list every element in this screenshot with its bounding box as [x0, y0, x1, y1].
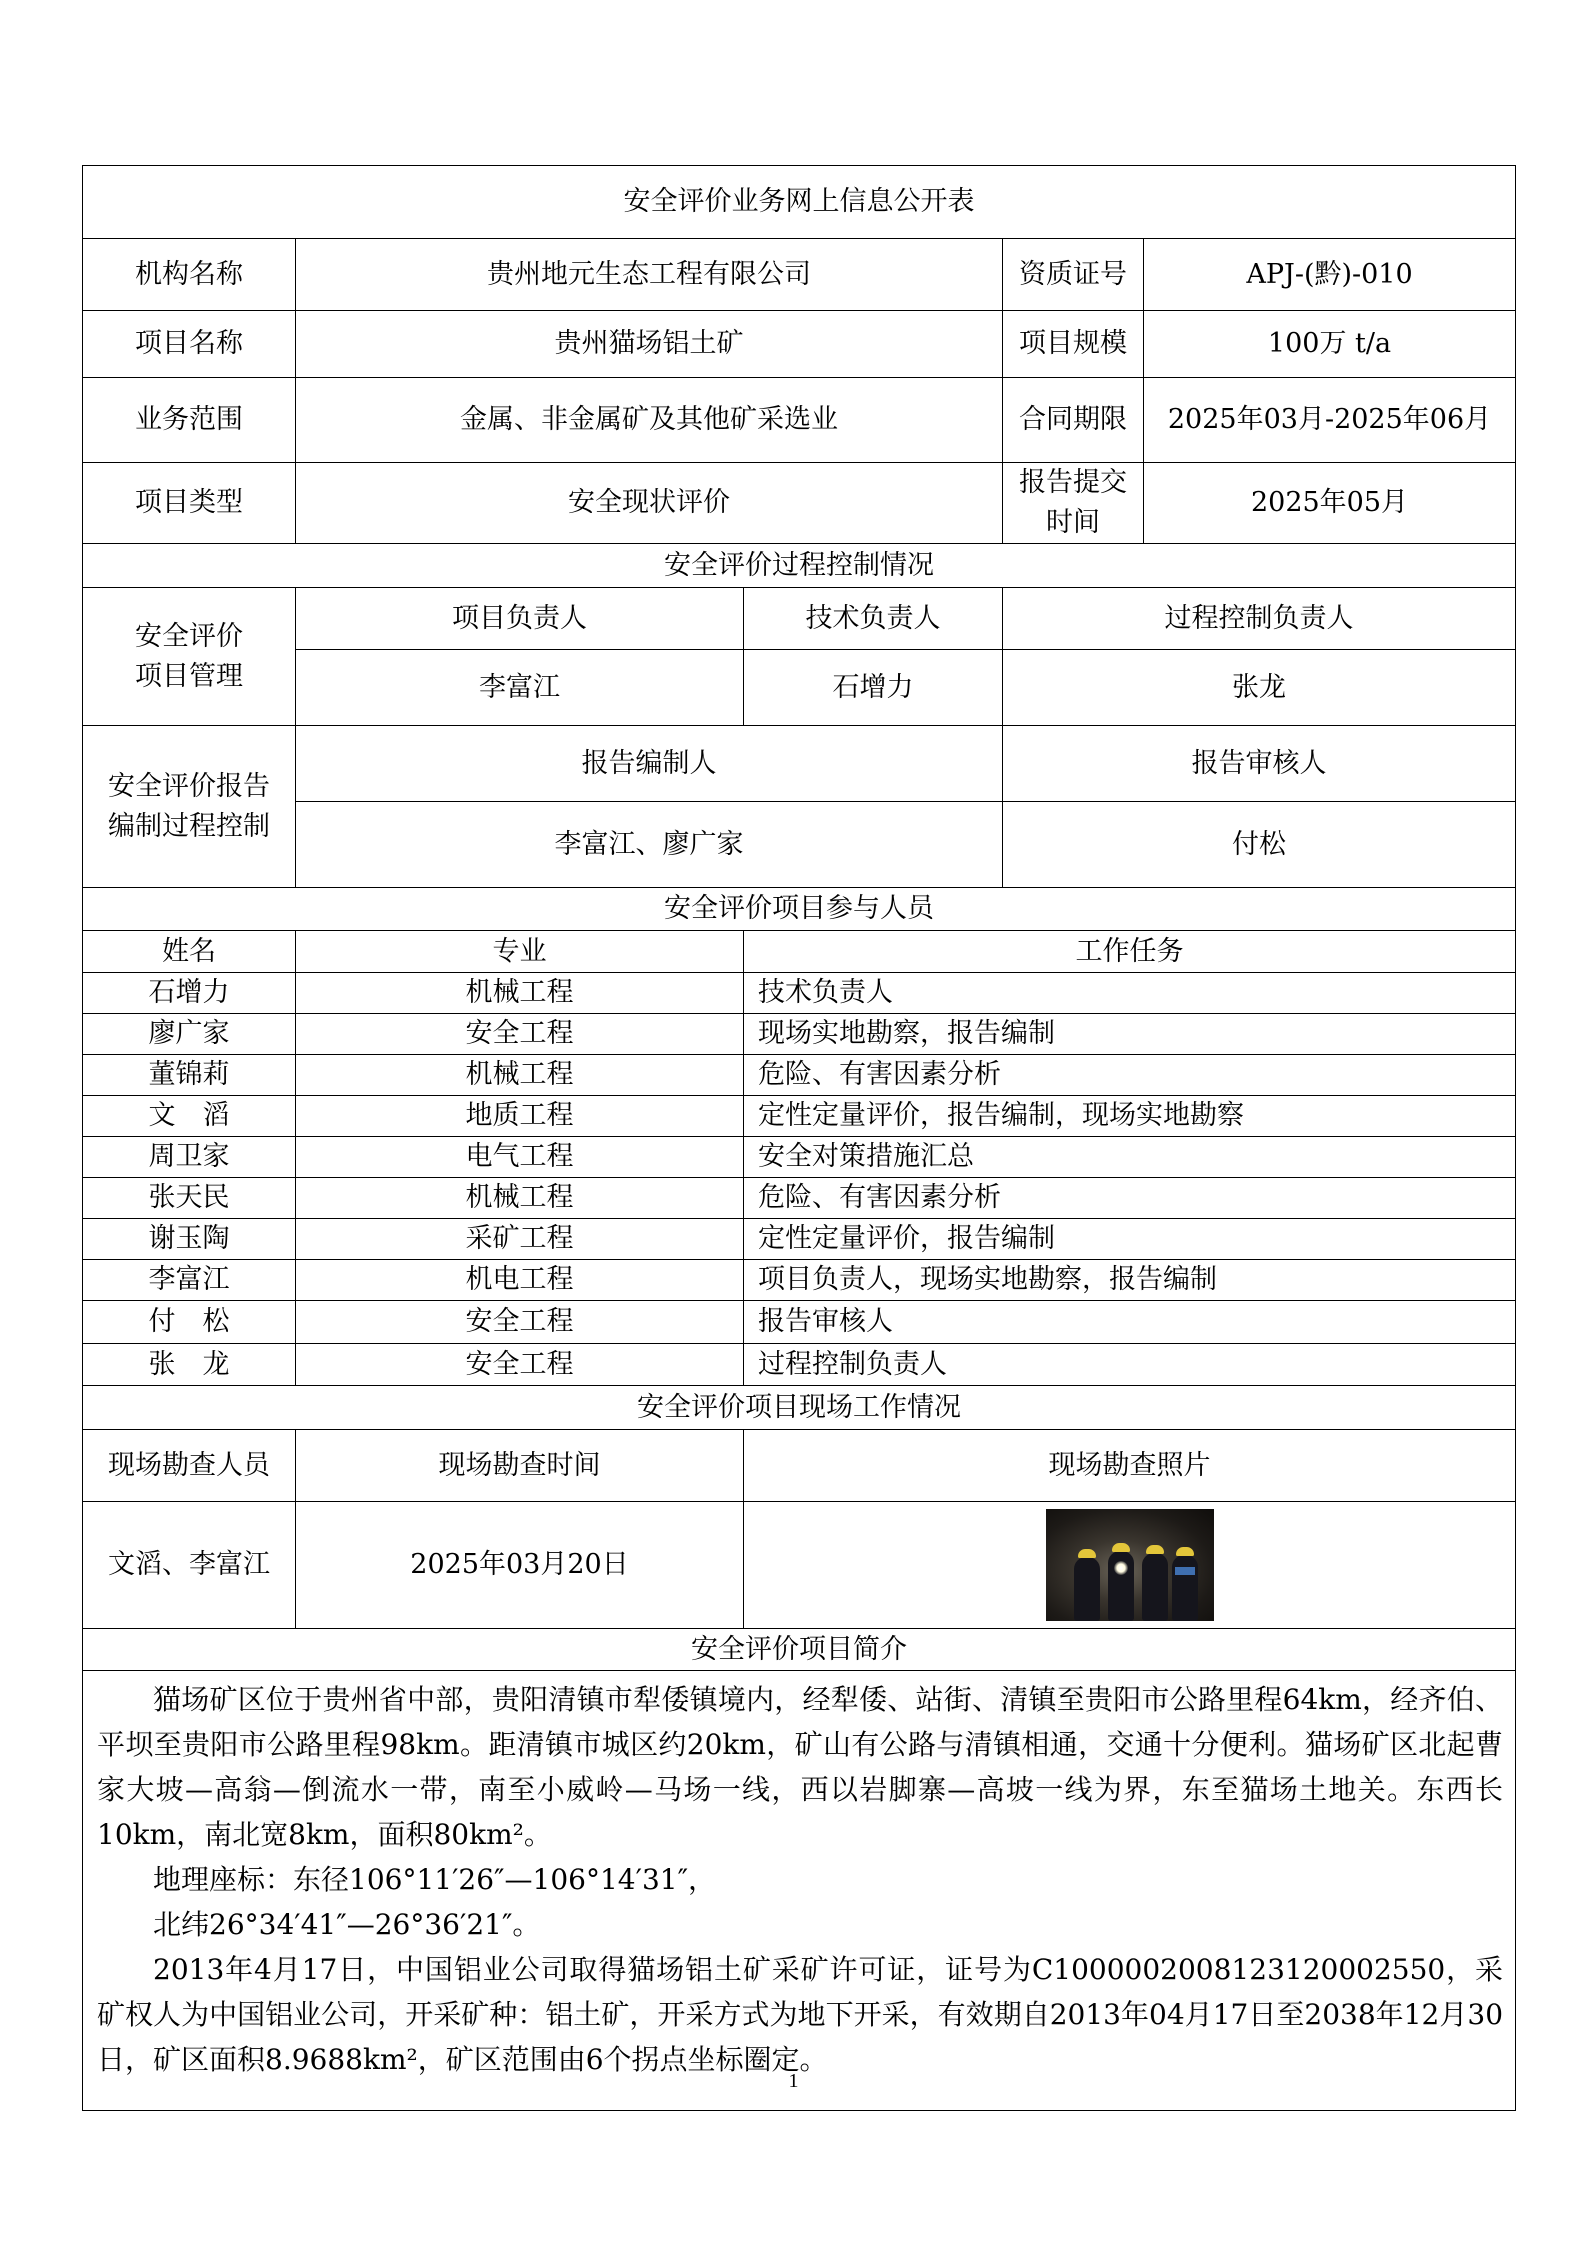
staff-task: 报告审核人	[744, 1301, 1516, 1344]
table-row	[83, 1014, 1516, 1055]
staff-major: 机械工程	[296, 1055, 744, 1096]
staff-name: 张天民	[83, 1178, 296, 1219]
info-disclosure-form	[82, 165, 1515, 2111]
col-major: 专业	[296, 931, 744, 973]
site-photo-label: 现场勘查照片	[744, 1430, 1516, 1502]
submit-value: 2025年05月	[1144, 463, 1516, 544]
project-mgmt-label-line1: 安全评价	[135, 620, 243, 652]
page-number: 1	[788, 2070, 799, 2092]
period-value: 2025年03月-2025年06月	[1144, 378, 1516, 463]
staff-name: 张 龙	[83, 1344, 296, 1386]
site-people-value: 文滔、李富江	[83, 1502, 296, 1629]
ctrl-label: 过程控制负责人	[1003, 588, 1516, 650]
lead-value: 李富江	[296, 650, 744, 726]
site-heading: 安全评价项目现场工作情况	[83, 1386, 1516, 1430]
staff-major: 安全工程	[296, 1301, 744, 1344]
intro-coordinates-lon: 地理座标：东径106°11′26″—106°14′31″，	[153, 1863, 717, 1896]
project-mgmt-label-line2: 项目管理	[135, 660, 243, 692]
project-mgmt-label	[83, 588, 296, 726]
staff-task: 定性定量评价，报告编制，现场实地勘察	[744, 1096, 1516, 1137]
project-label: 项目名称	[83, 311, 296, 378]
staff-heading: 安全评价项目参与人员	[83, 888, 1516, 931]
col-name: 姓名	[83, 931, 296, 973]
org-label: 机构名称	[83, 239, 296, 311]
project-value: 贵州猫场铝土矿	[296, 311, 1003, 378]
scope-label: 业务范围	[83, 378, 296, 463]
disclosure-table	[82, 165, 1516, 2111]
ctrl-value: 张龙	[1003, 650, 1516, 726]
table-row	[83, 1301, 1516, 1344]
staff-major: 采矿工程	[296, 1219, 744, 1260]
staff-major: 机械工程	[296, 1178, 744, 1219]
staff-task: 定性定量评价，报告编制	[744, 1219, 1516, 1260]
table-row	[83, 1055, 1516, 1096]
staff-major: 机电工程	[296, 1260, 744, 1301]
staff-name: 谢玉陶	[83, 1219, 296, 1260]
tech-value: 石增力	[744, 650, 1003, 726]
staff-name: 李富江	[83, 1260, 296, 1301]
table-row	[83, 1178, 1516, 1219]
staff-name: 付 松	[83, 1301, 296, 1344]
review-value: 付松	[1003, 802, 1516, 888]
type-value: 安全现状评价	[296, 463, 1003, 544]
intro-heading: 安全评价项目简介	[83, 1629, 1516, 1671]
staff-major: 安全工程	[296, 1014, 744, 1055]
intro-coordinates-lat: 北纬26°34′41″—26°36′21″。	[153, 1908, 541, 1941]
table-row	[83, 1096, 1516, 1137]
report-ctrl-label	[83, 726, 296, 888]
staff-name: 廖广家	[83, 1014, 296, 1055]
report-ctrl-label-line2: 编制过程控制	[108, 810, 270, 842]
scope-value: 金属、非金属矿及其他矿采选业	[296, 378, 1003, 463]
staff-task: 过程控制负责人	[744, 1344, 1516, 1386]
staff-name: 石增力	[83, 973, 296, 1014]
site-time-value: 2025年03月20日	[296, 1502, 744, 1629]
table-row	[83, 1260, 1516, 1301]
staff-task: 危险、有害因素分析	[744, 1178, 1516, 1219]
type-label: 项目类型	[83, 463, 296, 544]
form-title: 安全评价业务网上信息公开表	[83, 166, 1516, 239]
lead-label: 项目负责人	[296, 588, 744, 650]
author-value: 李富江、廖广家	[296, 802, 1003, 888]
staff-task: 危险、有害因素分析	[744, 1055, 1516, 1096]
site-people-label: 现场勘查人员	[83, 1430, 296, 1502]
cert-value: APJ-(黔)-010	[1144, 239, 1516, 311]
staff-major: 地质工程	[296, 1096, 744, 1137]
table-row	[83, 973, 1516, 1014]
review-label: 报告审核人	[1003, 726, 1516, 802]
staff-name: 文 滔	[83, 1096, 296, 1137]
staff-major: 安全工程	[296, 1344, 744, 1386]
scale-value: 100万 t/a	[1144, 311, 1516, 378]
staff-major: 机械工程	[296, 973, 744, 1014]
site-time-label: 现场勘查时间	[296, 1430, 744, 1502]
period-label: 合同期限	[1003, 378, 1144, 463]
staff-task: 项目负责人，现场实地勘察，报告编制	[744, 1260, 1516, 1301]
site-photo-cell	[744, 1502, 1516, 1629]
table-row	[83, 1219, 1516, 1260]
staff-task: 现场实地勘察，报告编制	[744, 1014, 1516, 1055]
intro-paragraph: 猫场矿区位于贵州省中部，贵阳清镇市犁倭镇境内，经犁倭、站街、清镇至贵阳市公路里程64km，经齐伯、平坝至贵阳市公路里程98km。距清镇市城区约20km，矿山有公路与清镇相通，交通十分便利。猫场矿区北起曹家大坡—高翁—倒流水一带，南至小威岭—马场一线，西以岩脚寨—高坡一线为界，东至猫场土地关。东西长10km，南北宽8km，面积80km²。	[97, 1683, 1504, 1851]
staff-major: 电气工程	[296, 1137, 744, 1178]
staff-task: 安全对策措施汇总	[744, 1137, 1516, 1178]
report-ctrl-label-line1: 安全评价报告	[108, 770, 270, 802]
staff-name: 董锦莉	[83, 1055, 296, 1096]
site-survey-photo	[1046, 1509, 1214, 1621]
table-row	[83, 1137, 1516, 1178]
submit-label: 报告提交时间	[1003, 463, 1144, 544]
staff-name: 周卫家	[83, 1137, 296, 1178]
staff-task: 技术负责人	[744, 973, 1516, 1014]
intro-paragraph: 2013年4月17日，中国铝业公司取得猫场铝土矿采矿许可证，证号为C1000002008123120002550，采矿权人为中国铝业公司，开采矿种：铝土矿，开采方式为地下开采，有效期自2013年04月17日至2038年12月30日，矿区面积8.9688km²，矿区范围由6个拐点坐标圈定。	[97, 1953, 1504, 2076]
org-value: 贵州地元生态工程有限公司	[296, 239, 1003, 311]
cert-label: 资质证号	[1003, 239, 1144, 311]
author-label: 报告编制人	[296, 726, 1003, 802]
col-task: 工作任务	[744, 931, 1516, 973]
table-row	[83, 1344, 1516, 1386]
scale-label: 项目规模	[1003, 311, 1144, 378]
process-heading: 安全评价过程控制情况	[83, 544, 1516, 588]
tech-label: 技术负责人	[744, 588, 1003, 650]
intro-body	[83, 1671, 1516, 2111]
